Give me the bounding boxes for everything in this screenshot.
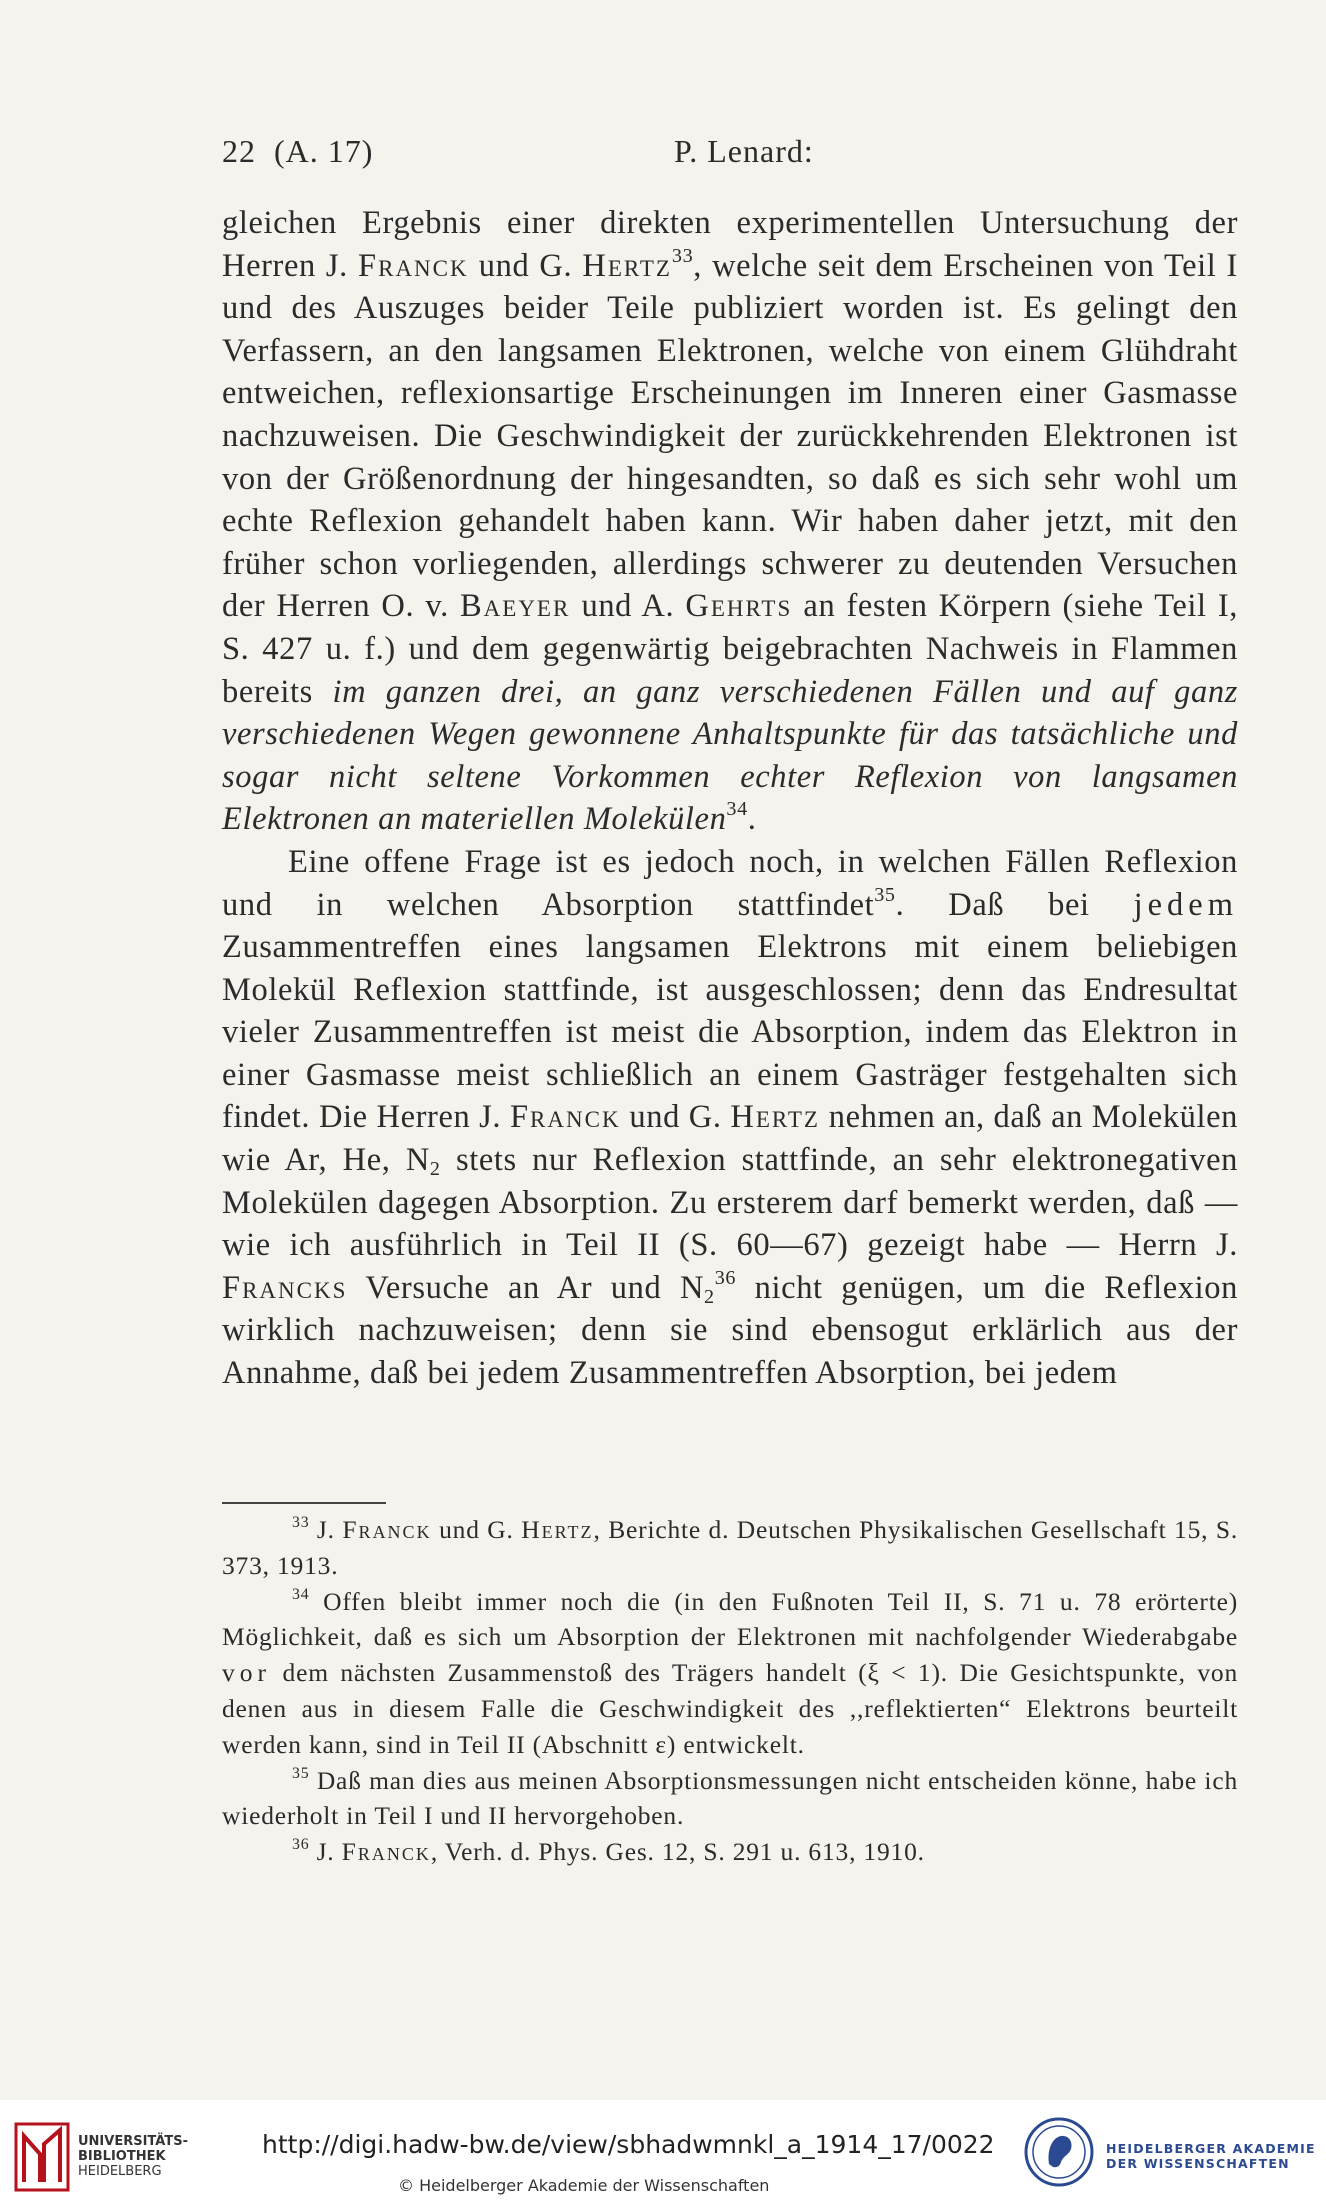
academy-seal-icon[interactable] (1023, 2116, 1095, 2188)
italic-emphasis: im ganzen drei, an ganz verschiedenen Fällen und auf ganz verschiedenen Wegen gewonnene Anhaltspunkte für das tatsächliche und sogar nicht seltene Vorkommen echter Reflexion von langsamen Elektronen an materiellen Molekülen (222, 673, 1238, 838)
body-text (222, 202, 1238, 1395)
permalink-url[interactable]: http://digi.hadw-bw.de/view/sbhadwmnkl_a_1914_17/0022 (262, 2130, 995, 2159)
subscript: 2 (429, 1158, 441, 1181)
name-hertz: Hertz (730, 1099, 820, 1136)
footnote-34: $^{34}$ Offen bleibt immer noch die (in den Fußnoten Teil II, S. 71 u. 78 erörterte) Möglichkeit, daß es sich um Absorption der Elektronen mit nachfolgender Wiederabgabe vor dem nächsten Zusammenstoß des Trägers handelt (ξ < 1). Die Gesichtspunkte, von denen aus in diesem Falle die Geschwindigkeit des ,,reflektierten“ Elektrons beurteilt werden kann, sind in Teil II (Abschnitt ε) entwickelt. (222, 1585, 1238, 1759)
paragraph: gleichen Ergebnis einer direkten experimentellen Untersuchung der Herren J. Franck und G. Hertz$^{33}$, welche seit dem Erscheinen von Teil I und des Auszuges beider Teile publiziert worden ist. Es gelingt den Verfassern, an den langsamen Elektronen, welche von einem Glühdraht entweichen, reflexionsartige Erscheinungen im Inneren einer Gasmasse nachzuweisen. Die Geschwindigkeit der zurückkehrenden Elektronen ist von der Größenordnung der hingesandten, so daß es sich sehr wohl um echte Reflexion gehandelt haben kann. Wir haben daher jetzt, mit den früher schon vorliegenden, allerdings schwerer zu deutenden Versuchen der Herren O. v. Baeyer und A. Gehrts an festen Körpern (siehe Teil I, S. 427 u. f.) und dem gegenwärtig beigebrachten Nachweis in Flammen bereits im ganzen drei, an ganz verschiedenen Fällen und auf ganz verschiedenen Wegen gewonnene Anhaltspunkte für das tatsächliche und sogar nicht seltene Vorkommen echter Reflexion von langsamen Elektronen an materiellen Molekülen$^{34}$. (222, 205, 1238, 838)
footnote-ref-34[interactable]: 34 (726, 798, 748, 821)
subscript: 2 (704, 1285, 715, 1308)
university-library-logo-icon[interactable] (12, 2120, 72, 2194)
footnote-ref-33[interactable]: 33 (671, 244, 694, 267)
paragraph: Eine offene Frage ist es jedoch noch, in welchen Fällen Reflexion und in welchen Absorption stattfindet$^{35}$. Daß bei jedem Zusammentreffen eines langsamen Elektrons mit einem beliebigen Molekül Reflexion stattfinde, ist ausgeschlossen; denn das Endresultat vieler Zusammentreffen ist meist die Absorption, indem das Elektron in einer Gasmasse meist schließlich an einem Gasträger festgehalten sich findet. Die Herren J. Franck und G. Hertz nehmen an, daß an Molekülen wie Ar, He, $N_2$ stets nur Reflexion stattfinde, an sehr elektronegativen Molekülen dagegen Absorption. Zu ersterem darf bemerkt werden, daß — wie ich ausführlich in Teil II (S. 60—67) gezeigt habe — Herrn J. Francks Versuche an Ar und $N_2^{36}$ nicht genügen, um die Reflexion wirklich nachzuweisen; denn sie sind ebensogut erklärlich aus der Annahme, daß bei jedem Zusammentreffen Absorption, bei jedem (222, 843, 1239, 1392)
footnote-ref-36[interactable]: 36 (714, 1266, 737, 1289)
name-francks: Francks (222, 1269, 348, 1306)
footnote-ref-35[interactable]: 35 (874, 883, 896, 906)
footnote-35: $^{35}$ Daß man dies aus meinen Absorptionsmessungen nicht entscheiden könne, habe ich wiederholt in Teil I und II hervorgehoben. (222, 1764, 1238, 1831)
page-number-and-section: 22 (A. 17) (222, 133, 374, 169)
footnote-36: $^{36}$ J. Franck, Verh. d. Phys. Ges. 12, S. 291 u. 613, 1910. (292, 1836, 925, 1867)
footnote-divider (222, 1502, 386, 1504)
name-franck: Franck (509, 1099, 621, 1136)
name-hertz: Hertz (582, 247, 672, 284)
name-franck: Franck (358, 247, 469, 284)
running-header-author: P. Lenard: (674, 133, 814, 169)
name-gehrts: Gehrts (685, 588, 793, 625)
academy-name: HEIDELBERGER AKADEMIE DER WISSENSCHAFTEN (1106, 2141, 1316, 2171)
university-library-name: UNIVERSITÄTS- BIBLIOTHEK HEIDELBERG (78, 2134, 188, 2179)
spaced-emphasis: jedem (1133, 886, 1238, 923)
digitization-footer (0, 2100, 1326, 2202)
footnote-33: $^{33}$ J. Franck und G. Hertz, Berichte d. Deutschen Physikalischen Gesellschaft 15, S. 373, 1913. (222, 1513, 1239, 1580)
name-baeyer: Baeyer (459, 588, 571, 625)
footnotes (222, 1512, 1238, 1870)
copyright-notice: © Heidelberger Akademie der Wissenschaften (398, 2176, 770, 2195)
